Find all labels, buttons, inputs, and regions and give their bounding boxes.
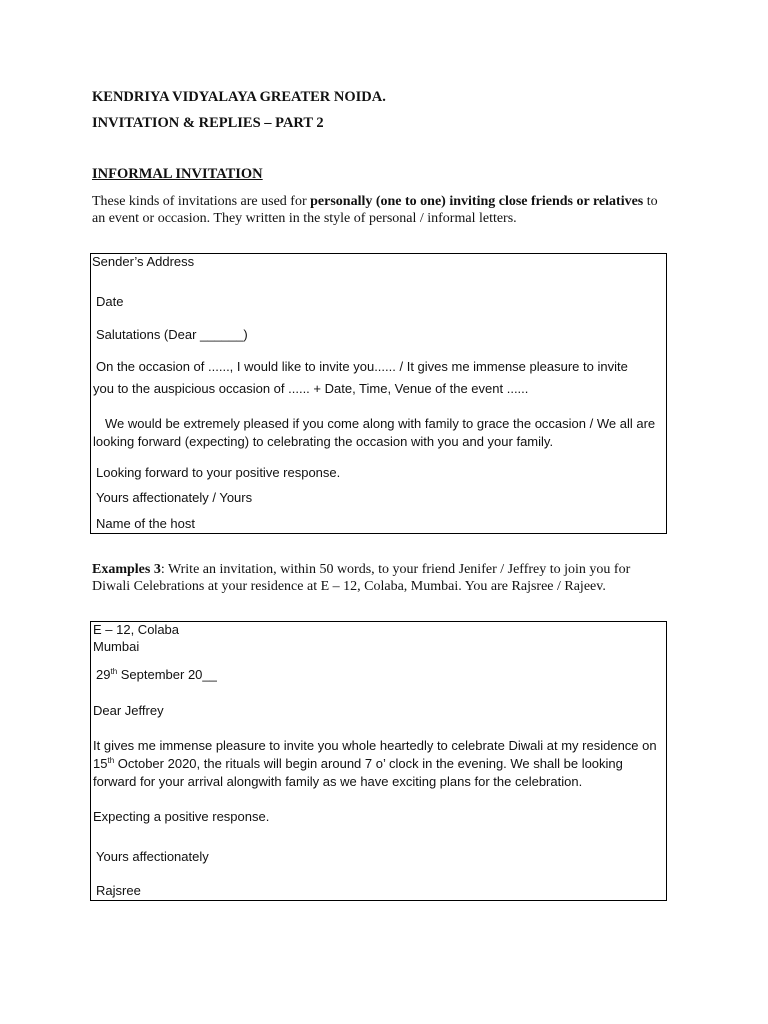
intro-line-1 bbox=[92, 193, 658, 210]
letter-body-line-1: It gives me immense pleasure to invite you whole heartedly to celebrate Diwali at my residence on bbox=[93, 738, 657, 753]
letter-body-rest: October 2020, the rituals will begin around 7 o’ clock in the evening. We shall be looking bbox=[114, 756, 623, 771]
letter-date-sup: th bbox=[110, 667, 118, 676]
topic-title: INVITATION & REPLIES – PART 2 bbox=[92, 115, 324, 131]
format-closing: Yours affectionately / Yours bbox=[96, 490, 253, 505]
letter-date-day: 29 bbox=[96, 667, 111, 682]
letter-date bbox=[96, 667, 217, 682]
letter-body-sup: th bbox=[107, 756, 115, 765]
format-date: Date bbox=[96, 294, 124, 309]
letter-expecting: Expecting a positive response. bbox=[93, 809, 270, 824]
intro-bold: personally (one to one) inviting close friends or relatives bbox=[310, 194, 644, 209]
letter-address-line-1: E – 12, Colaba bbox=[93, 622, 180, 637]
letter-address-line-2: Mumbai bbox=[93, 639, 140, 654]
letter-greeting: Dear Jeffrey bbox=[93, 703, 164, 718]
intro-post: to bbox=[643, 194, 658, 209]
letter-date-rest: September 20__ bbox=[117, 667, 217, 682]
letter-body-day: 15 bbox=[93, 756, 108, 771]
format-name: Name of the host bbox=[96, 516, 195, 531]
format-para2-line2: looking forward (expecting) to celebrating the occasion with you and your family. bbox=[93, 434, 554, 449]
letter-signature: Rajsree bbox=[96, 883, 141, 898]
example-line-1 bbox=[92, 561, 630, 578]
school-title: KENDRIYA VIDYALAYA GREATER NOIDA. bbox=[92, 89, 386, 105]
letter-closing: Yours affectionately bbox=[96, 849, 209, 864]
format-looking: Looking forward to your positive response. bbox=[96, 465, 341, 480]
example-label: Examples 3 bbox=[92, 562, 161, 577]
format-para1-line2: you to the auspicious occasion of ...... + Date, Time, Venue of the event ...... bbox=[93, 381, 529, 396]
format-para2-line1: We would be extremely pleased if you come along with family to grace the occasion / We all are bbox=[105, 416, 656, 431]
format-salutation: Salutations (Dear ______) bbox=[96, 327, 248, 342]
example-question: : Write an invitation, within 50 words, to your friend Jenifer / Jeffrey to join you for bbox=[160, 562, 631, 577]
section-title: INFORMAL INVITATION bbox=[92, 166, 263, 182]
format-sender: Sender’s Address bbox=[92, 254, 195, 269]
format-para1-line1: On the occasion of ......, I would like to invite you...... / It gives me immense pleasure to invite bbox=[96, 359, 628, 374]
example-line-2: Diwali Celebrations at your residence at E – 12, Colaba, Mumbai. You are Rajsree / Rajeev. bbox=[92, 579, 606, 594]
letter-body-line-2 bbox=[93, 756, 623, 771]
intro-pre: These kinds of invitations are used for bbox=[92, 194, 311, 209]
letter-body-line-3: forward for your arrival alongwith family as we have exciting plans for the celebration. bbox=[93, 774, 583, 789]
intro-line-2: an event or occasion. They written in the style of personal / informal letters. bbox=[92, 211, 517, 226]
